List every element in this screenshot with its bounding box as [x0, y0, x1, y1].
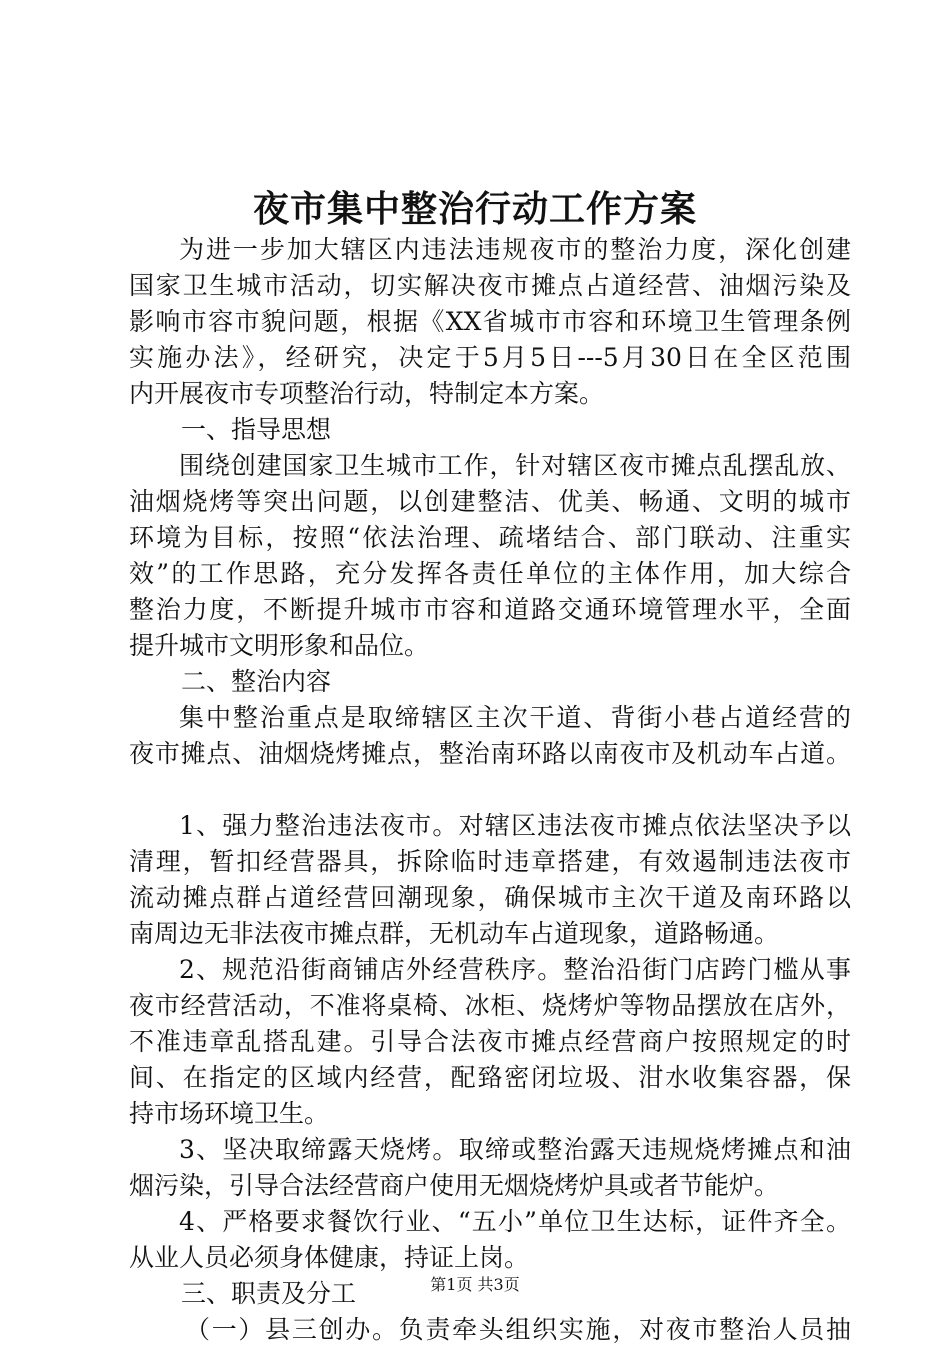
text-line: （一）县三创办。负责牵头组织实施，对夜市整治人员抽	[185, 1315, 851, 1344]
page-number: 第1页 共3页	[430, 1275, 520, 1294]
text-line: 整治力度，不断提升城市市容和道路交通环境管理水平，全面	[129, 595, 851, 624]
text-line: 烟污染，引导合法经营商户使用无烟烧烤炉具或者节能炉。	[129, 1171, 780, 1200]
section-heading: 三、职责及分工	[181, 1279, 357, 1308]
text-line: 流动摊点群占道经营回潮现象，确保城市主次干道及南环路以	[129, 883, 851, 912]
text-line: 实施办法》，经研究，决定于5月5日---5月30日在全区范围	[129, 343, 851, 372]
section-heading: 一、指导思想	[181, 415, 332, 444]
text-line: 间、在指定的区域内经营，配臵密闭垃圾、泔水收集容器，保	[129, 1063, 851, 1092]
text-line: 持市场环境卫生。	[129, 1099, 330, 1128]
text-line: 1、强力整治违法夜市。对辖区违法夜市摊点依法坚决予以	[179, 811, 851, 840]
text-line: 3、坚决取缔露天烧烤。取缔或整治露天违规烧烤摊点和油	[179, 1135, 851, 1164]
text-line: 集中整治重点是取缔辖区主次干道、背街小巷占道经营的	[179, 703, 851, 732]
text-line: 不准违章乱搭乱建。引导合法夜市摊点经营商户按照规定的时	[129, 1027, 851, 1056]
text-line: 南周边无非法夜市摊点群，无机动车占道现象，道路畅通。	[129, 919, 780, 948]
text-line: 4、严格要求餐饮行业、“五小”单位卫生达标，证件齐全。	[179, 1207, 851, 1236]
document-title: 夜市集中整治行动工作方案	[252, 188, 697, 230]
text-line: 国家卫生城市活动，切实解决夜市摊点占道经营、油烟污染及	[129, 271, 851, 300]
text-line: 夜市摊点、油烟烧烤摊点，整治南环路以南夜市及机动车占道。	[129, 739, 851, 768]
paragraph-gap	[129, 772, 851, 808]
text-line: 效”的工作思路，充分发挥各责任单位的主体作用，加大综合	[129, 559, 851, 588]
text-line: 围绕创建国家卫生城市工作，针对辖区夜市摊点乱摆乱放、	[179, 451, 851, 480]
text-line: 2、规范沿街商铺店外经营秩序。整治沿街门店跨门槛从事	[179, 955, 851, 984]
text-line: 提升城市文明形象和品位。	[129, 631, 430, 660]
text-line: 夜市经营活动，不准将桌椅、冰柜、烧烤炉等物品摆放在店外，	[129, 991, 851, 1020]
section-heading: 二、整治内容	[181, 667, 332, 696]
text-line: 清理，暂扣经营器具，拆除临时违章搭建，有效遏制违法夜市	[129, 847, 851, 876]
text-line: 油烟烧烤等突出问题，以创建整洁、优美、畅通、文明的城市	[129, 487, 851, 516]
document-body	[129, 232, 851, 1348]
text-line: 内开展夜市专项整治行动，特制定本方案。	[129, 379, 605, 408]
text-line: 影响市容市貌问题，根据《XX省城市市容和环境卫生管理条例	[129, 307, 851, 336]
text-line: 从业人员必须身体健康，持证上岗。	[129, 1243, 530, 1272]
text-line: 环境为目标，按照“依法治理、疏堵结合、部门联动、注重实	[129, 523, 851, 552]
text-line: 为进一步加大辖区内违法违规夜市的整治力度，深化创建	[179, 235, 851, 264]
